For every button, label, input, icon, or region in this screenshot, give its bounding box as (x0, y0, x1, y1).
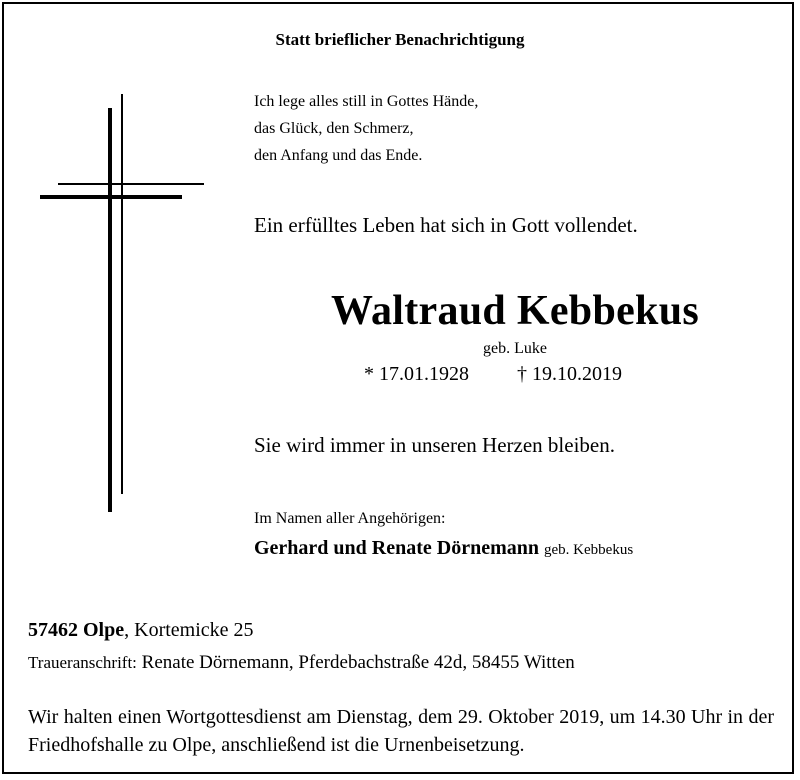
death-date: † 19.10.2019 (517, 363, 622, 385)
deceased-maiden-name: geb. Luke (483, 340, 547, 357)
remembrance-line: Sie wird immer in unseren Herzen bleiben. (254, 433, 615, 457)
birth-date: * 17.01.1928 (364, 363, 469, 385)
verse-line: den Anfang und das Ende. (254, 147, 423, 164)
mourning-address (28, 652, 575, 674)
home-address (28, 619, 254, 642)
notice-heading: Statt brieflicher Benachrichtigung (275, 30, 525, 49)
mourning-address-text: Renate Dörnemann, Pferdebachstraße 42d, 58455 Witten (136, 652, 575, 673)
verse-line: das Glück, den Schmerz, (254, 120, 414, 137)
family-label: Im Namen aller Angehörigen: (254, 510, 446, 527)
verse-line: Ich lege alles still in Gottes Hände, (254, 93, 479, 110)
deceased-name: Waltraud Kebbekus (330, 288, 700, 334)
motto: Ein erfülltes Leben hat sich in Gott vollendet. (254, 213, 638, 237)
address-street: , Kortemicke 25 (124, 619, 254, 641)
service-announcement: Wir halten einen Wortgottesdienst am Dienstag, dem 29. Oktober 2019, um 14.30 Uhr in der Friedhofshalle zu Olpe, anschließend ist die Urnenbeisetzung. (28, 706, 774, 756)
life-dates (364, 363, 622, 386)
family-maiden-name: geb. Kebbekus (544, 542, 634, 558)
mourning-address-label: Traueranschrift: (28, 653, 137, 672)
address-city: 57462 Olpe (28, 619, 125, 641)
verse (254, 88, 654, 169)
family-signature (254, 537, 633, 560)
family-names: Gerhard und Renate Dörnemann (254, 537, 540, 559)
